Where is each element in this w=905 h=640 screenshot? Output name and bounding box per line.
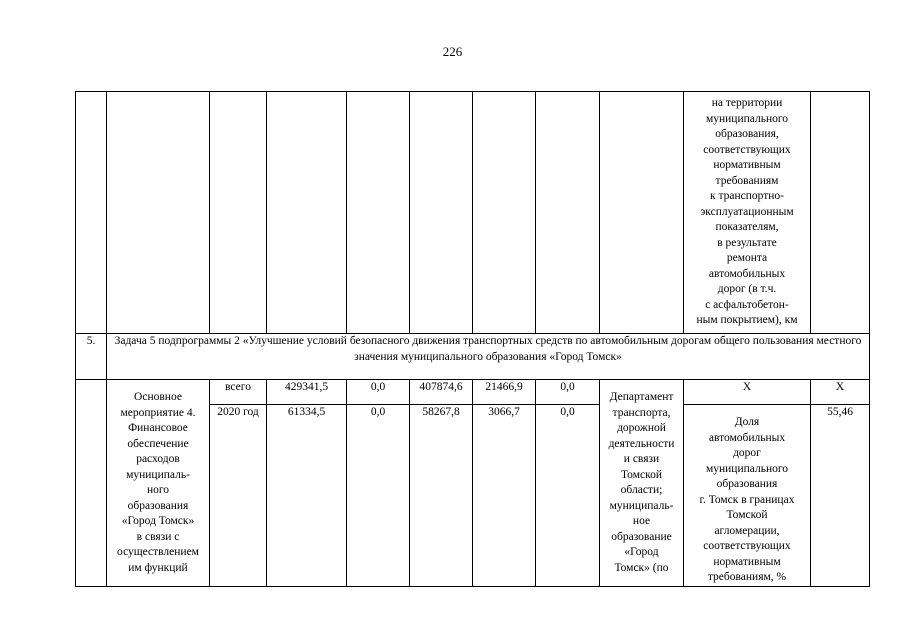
indicator-cell: Х (684, 380, 811, 405)
local-cell: 21466,9 (473, 380, 536, 405)
cell-empty (76, 380, 107, 587)
other-cell: 0,0 (536, 380, 600, 405)
measure-name: Основное мероприятие 4. Финансовое обеспечение расходов муниципаль- ного образования «Город Томск» в связи с осуществлением им функций (107, 380, 210, 587)
cell-empty (267, 92, 347, 334)
cell-empty (107, 92, 210, 334)
cell-empty (210, 92, 267, 334)
page-number: 226 (442, 44, 463, 59)
value-cell: Х (811, 380, 870, 405)
task-text: Задача 5 подпрограммы 2 «Улучшение условий безопасного движения транспортных средств по автомобильным дорогам общего пользования местного значения муниципального образования «Город Томск» (107, 334, 870, 380)
federal-cell: 0,0 (347, 380, 410, 405)
federal-cell: 0,0 (347, 405, 410, 587)
indicator-continuation: на территории муниципального образования, соответствующих нормативным требованиям к транспортно- эксплуатационным показателям, в результате ремонта автомобильных дорог (в т.ч. с асфальтобетон- ным покрытием), км (684, 92, 811, 334)
total-cell: 61334,5 (267, 405, 347, 587)
cell-empty (811, 92, 870, 334)
other-cell: 0,0 (536, 405, 600, 587)
cell-empty (76, 92, 107, 334)
measure-row-total (76, 380, 870, 405)
cell-empty (347, 92, 410, 334)
period-cell: 2020 год (210, 405, 267, 587)
task-row (76, 334, 870, 380)
task-number: 5. (76, 334, 107, 380)
period-cell: всего (210, 380, 267, 405)
regional-cell: 58267,8 (410, 405, 473, 587)
regional-cell: 407874,6 (410, 380, 473, 405)
value-cell: 55,46 (811, 405, 870, 587)
local-cell: 3066,7 (473, 405, 536, 587)
program-table (75, 91, 870, 587)
cell-empty (600, 92, 684, 334)
executor: Департамент транспорта, дорожной деятельности и связи Томской области; муниципаль- ное образование «Город Томск» (по (600, 380, 684, 587)
cell-empty (536, 92, 600, 334)
indicator-cell: Доля автомобильных дорог муниципального образования г. Томск в границах Томской агломерации, соответствующих нормативным требованиям, % (684, 405, 811, 587)
continuation-row (76, 92, 870, 334)
total-cell: 429341,5 (267, 380, 347, 405)
cell-empty (473, 92, 536, 334)
cell-empty (410, 92, 473, 334)
